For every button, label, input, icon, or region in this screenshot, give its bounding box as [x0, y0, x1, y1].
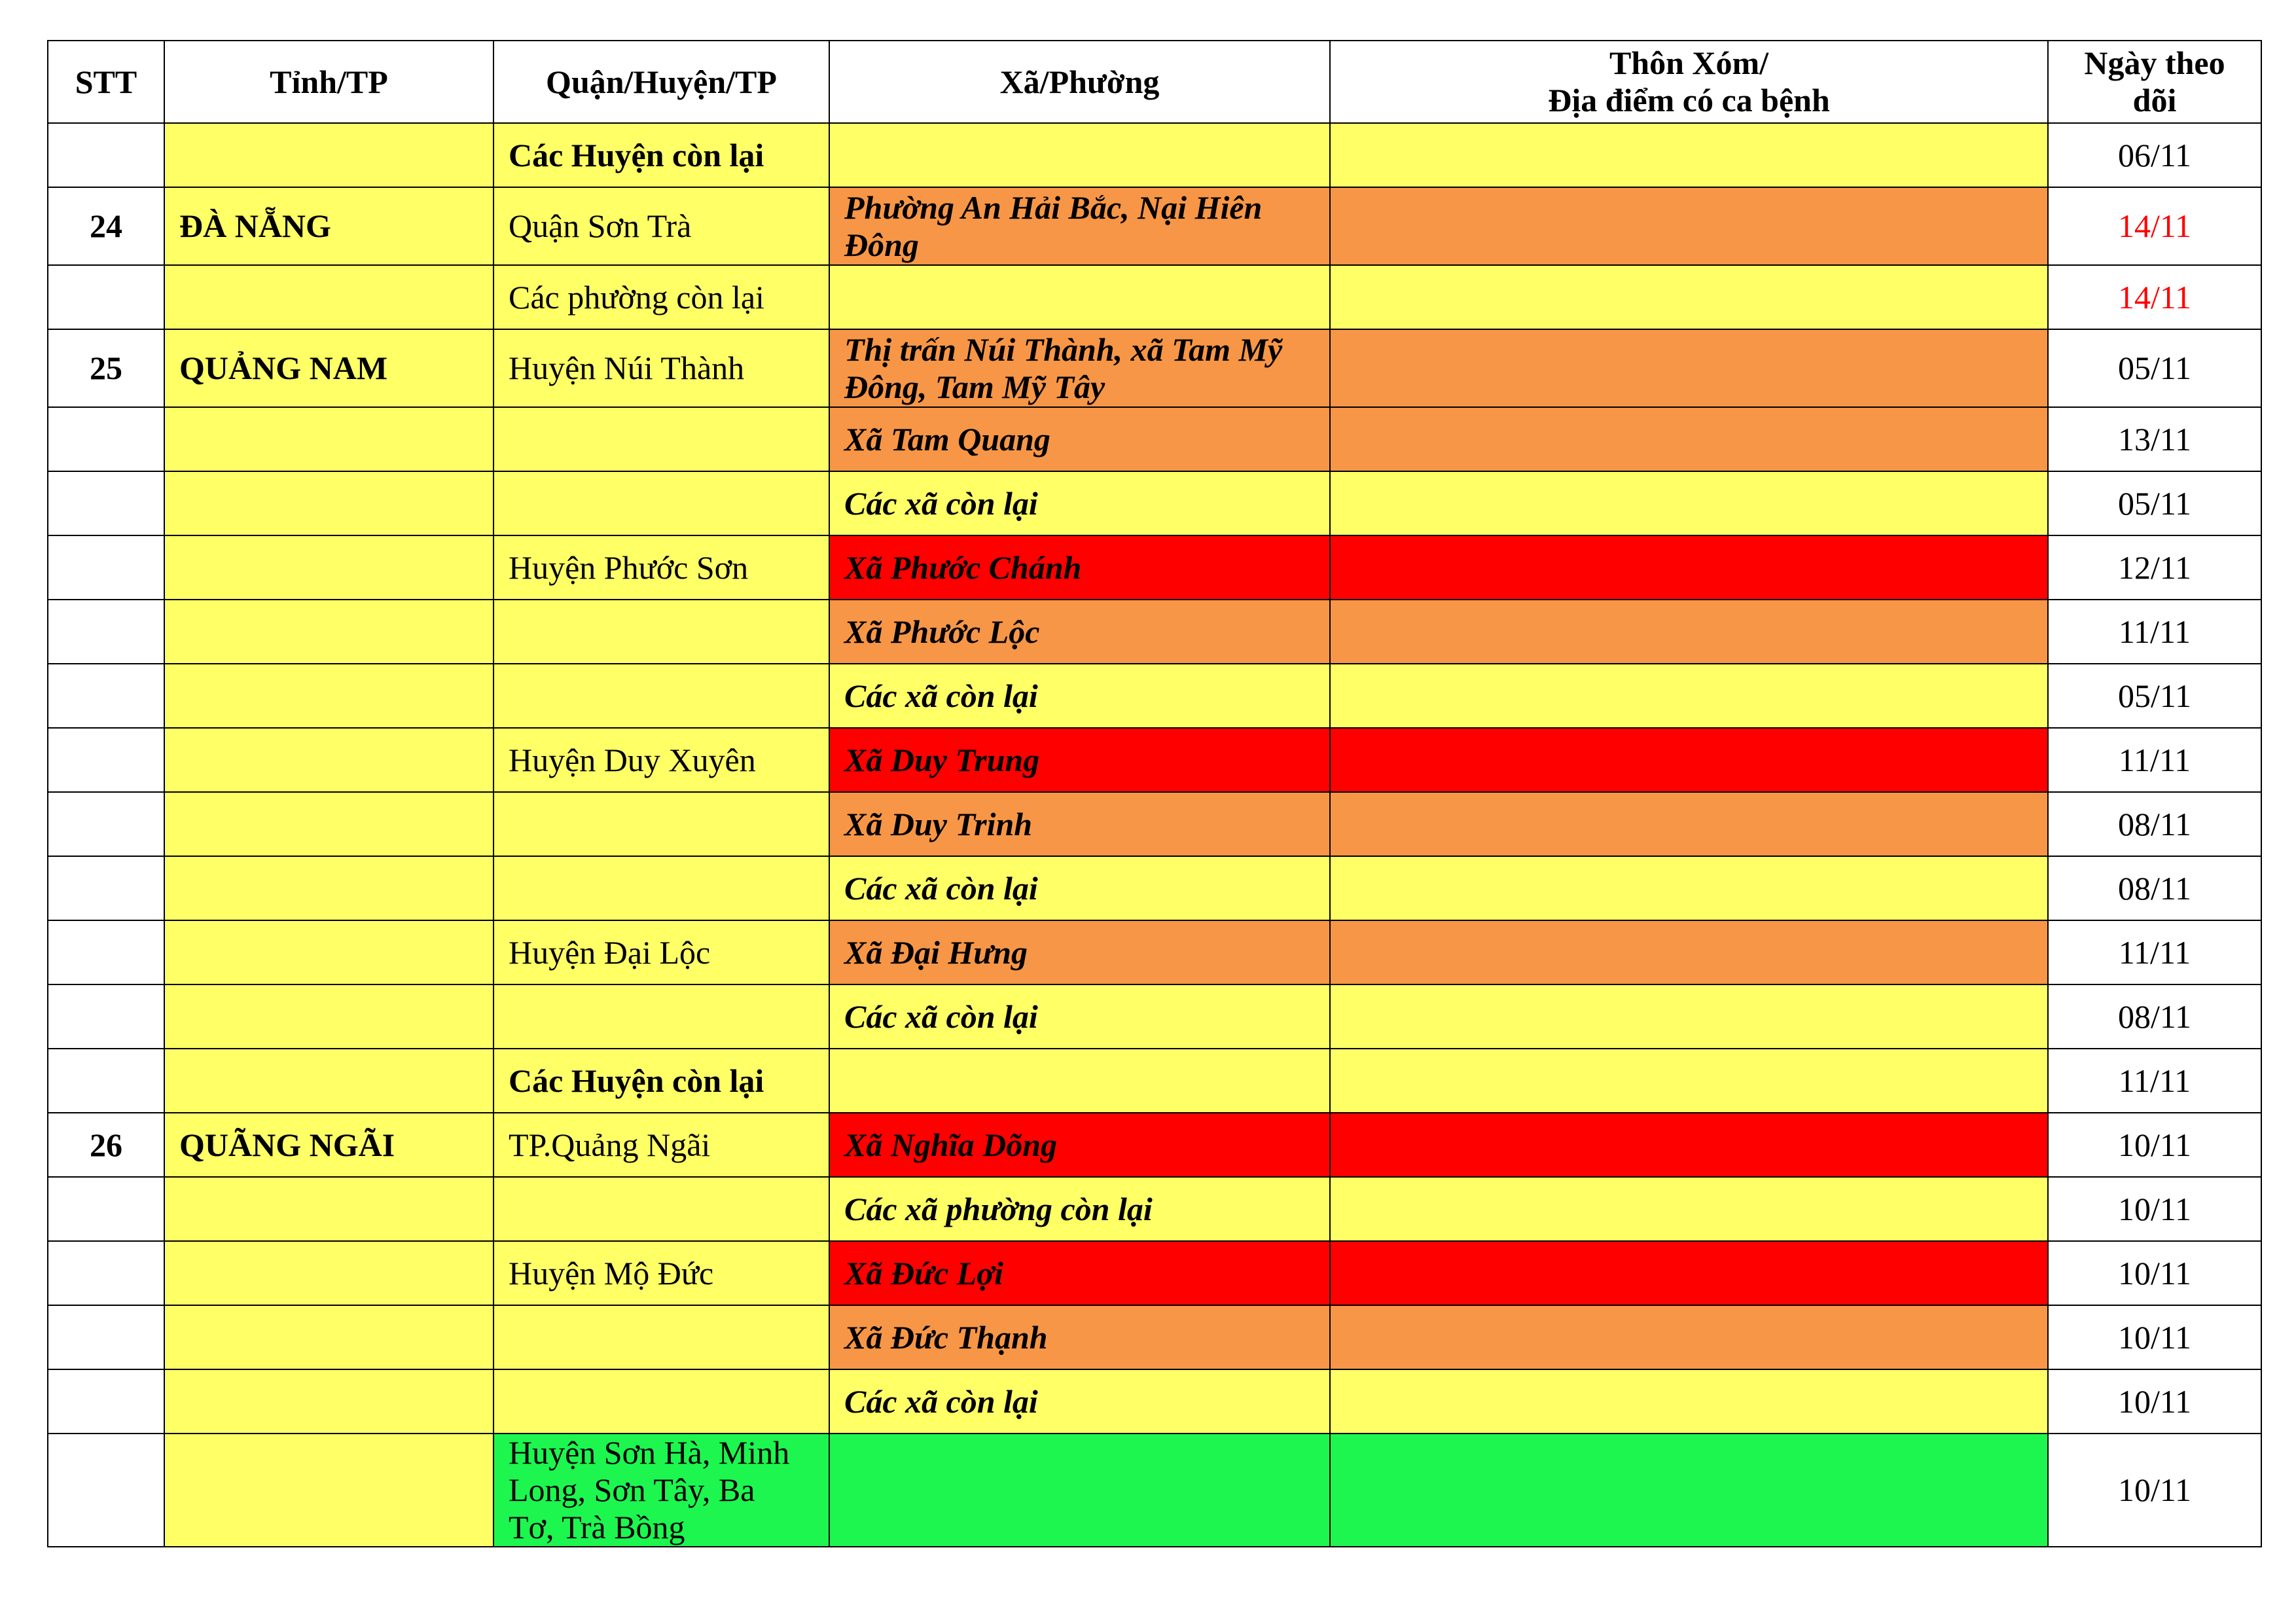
cell-stt: 26: [48, 1113, 164, 1177]
cell-district: [493, 1369, 829, 1434]
table-header-row: [48, 41, 2261, 123]
cell-province: [164, 471, 493, 535]
cell-hamlet: [1330, 600, 2048, 664]
cell-stt: [48, 471, 164, 535]
cell-hamlet: [1330, 920, 2048, 984]
table-row: [48, 984, 2261, 1049]
cell-date: 05/11: [2048, 664, 2261, 728]
table-row: [48, 664, 2261, 728]
table-row: [48, 728, 2261, 792]
cell-commune: Các xã còn lại: [829, 984, 1330, 1049]
table-row: [48, 187, 2261, 265]
header-district: Quận/Huyện/TP: [493, 41, 829, 123]
cell-stt: [48, 1049, 164, 1113]
cell-date: 12/11: [2048, 535, 2261, 600]
cell-stt: [48, 856, 164, 920]
cell-date: 05/11: [2048, 471, 2261, 535]
cell-commune: Xã Đức Lợi: [829, 1241, 1330, 1305]
header-hamlet-line1: Thôn Xóm/: [1609, 45, 1769, 81]
cell-date: 10/11: [2048, 1113, 2261, 1177]
cell-stt: [48, 535, 164, 600]
cell-province: ĐÀ NẴNG: [164, 187, 493, 265]
cell-date: 10/11: [2048, 1369, 2261, 1434]
cell-commune: Các xã còn lại: [829, 664, 1330, 728]
cell-date: 10/11: [2048, 1241, 2261, 1305]
cell-province: [164, 535, 493, 600]
cell-date: 10/11: [2048, 1305, 2261, 1369]
cell-hamlet: [1330, 187, 2048, 265]
cell-province: [164, 1049, 493, 1113]
cell-district: Các Huyện còn lại: [493, 1049, 829, 1113]
header-commune: Xã/Phường: [829, 41, 1330, 123]
cell-commune: Thị trấn Núi Thành, xã Tam Mỹ Đông, Tam Mỹ Tây: [829, 329, 1330, 407]
cell-date: 06/11: [2048, 123, 2261, 187]
cell-hamlet: [1330, 856, 2048, 920]
cell-commune: Xã Đại Hưng: [829, 920, 1330, 984]
cell-stt: [48, 664, 164, 728]
header-province: Tỉnh/TP: [164, 41, 493, 123]
cell-date: 13/11: [2048, 407, 2261, 471]
cell-province: [164, 600, 493, 664]
table-row: [48, 792, 2261, 856]
document-page: [47, 40, 2262, 1547]
cell-commune: Xã Tam Quang: [829, 407, 1330, 471]
cell-stt: 25: [48, 329, 164, 407]
cell-province: QUÃNG NGÃI: [164, 1113, 493, 1177]
cell-province: [164, 1305, 493, 1369]
cell-hamlet: [1330, 535, 2048, 600]
table-row: [48, 265, 2261, 329]
cell-district: Huyện Sơn Hà, Minh Long, Sơn Tây, Ba Tơ, Trà Bồng: [493, 1434, 829, 1547]
table-row: [48, 1177, 2261, 1241]
cell-hamlet: [1330, 329, 2048, 407]
cell-hamlet: [1330, 1177, 2048, 1241]
cell-district: [493, 664, 829, 728]
cell-commune: Xã Phước Lộc: [829, 600, 1330, 664]
table-header: [48, 41, 2261, 123]
cell-commune: [829, 123, 1330, 187]
cell-district: TP.Quảng Ngãi: [493, 1113, 829, 1177]
cell-hamlet: [1330, 1113, 2048, 1177]
cell-date: 10/11: [2048, 1434, 2261, 1547]
cell-district: [493, 1177, 829, 1241]
cell-commune: Xã Duy Trinh: [829, 792, 1330, 856]
cell-commune: Các xã còn lại: [829, 471, 1330, 535]
cell-hamlet: [1330, 407, 2048, 471]
cell-district: Huyện Phước Sơn: [493, 535, 829, 600]
cell-province: [164, 265, 493, 329]
cell-province: [164, 1369, 493, 1434]
cell-commune: Xã Nghĩa Dõng: [829, 1113, 1330, 1177]
table-row: [48, 856, 2261, 920]
cell-province: [164, 728, 493, 792]
cell-date: 08/11: [2048, 792, 2261, 856]
cell-stt: [48, 123, 164, 187]
cell-stt: [48, 1177, 164, 1241]
cell-district: [493, 792, 829, 856]
cell-date: 11/11: [2048, 920, 2261, 984]
header-hamlet: [1330, 41, 2048, 123]
cell-province: [164, 984, 493, 1049]
cell-district: Huyện Đại Lộc: [493, 920, 829, 984]
table-row: [48, 123, 2261, 187]
table-row: [48, 1113, 2261, 1177]
cell-commune: Xã Phước Chánh: [829, 535, 1330, 600]
cell-commune: Xã Đức Thạnh: [829, 1305, 1330, 1369]
cell-district: [493, 1305, 829, 1369]
cell-hamlet: [1330, 1049, 2048, 1113]
cell-province: [164, 1241, 493, 1305]
cell-date: 08/11: [2048, 984, 2261, 1049]
header-date: [2048, 41, 2261, 123]
cell-commune: Các xã còn lại: [829, 1369, 1330, 1434]
cell-province: [164, 123, 493, 187]
cell-stt: [48, 792, 164, 856]
table-row: [48, 1049, 2261, 1113]
cell-district: [493, 600, 829, 664]
cell-commune: [829, 1434, 1330, 1547]
cell-stt: [48, 920, 164, 984]
table-row: [48, 920, 2261, 984]
cell-district: [493, 856, 829, 920]
cell-hamlet: [1330, 471, 2048, 535]
cell-stt: [48, 1434, 164, 1547]
table-row: [48, 407, 2261, 471]
cell-commune: Các xã còn lại: [829, 856, 1330, 920]
cell-district: Các phường còn lại: [493, 265, 829, 329]
cell-hamlet: [1330, 664, 2048, 728]
cell-commune: [829, 1049, 1330, 1113]
table-row: [48, 535, 2261, 600]
cell-stt: [48, 600, 164, 664]
cell-commune: Các xã phường còn lại: [829, 1177, 1330, 1241]
cell-province: [164, 664, 493, 728]
cell-commune: [829, 265, 1330, 329]
cell-district: [493, 407, 829, 471]
cell-date: 14/11: [2048, 265, 2261, 329]
cell-province: [164, 856, 493, 920]
cell-district: [493, 471, 829, 535]
table-row: [48, 471, 2261, 535]
cell-date: 08/11: [2048, 856, 2261, 920]
cell-district: Huyện Núi Thành: [493, 329, 829, 407]
cell-stt: [48, 984, 164, 1049]
cell-province: [164, 920, 493, 984]
cell-stt: 24: [48, 187, 164, 265]
cell-date: 11/11: [2048, 1049, 2261, 1113]
table-row: [48, 1369, 2261, 1434]
cell-province: QUẢNG NAM: [164, 329, 493, 407]
table-row: [48, 1241, 2261, 1305]
cell-district: Huyện Duy Xuyên: [493, 728, 829, 792]
cell-district: [493, 984, 829, 1049]
cell-stt: [48, 1305, 164, 1369]
cell-hamlet: [1330, 1434, 2048, 1547]
cell-stt: [48, 1241, 164, 1305]
table-body: [48, 123, 2261, 1547]
cell-hamlet: [1330, 1305, 2048, 1369]
cell-stt: [48, 728, 164, 792]
cell-province: [164, 1434, 493, 1547]
cell-commune: Phường An Hải Bắc, Nại Hiên Đông: [829, 187, 1330, 265]
table-row: [48, 329, 2261, 407]
cell-district: Huyện Mộ Đức: [493, 1241, 829, 1305]
cell-district: Các Huyện còn lại: [493, 123, 829, 187]
cell-province: [164, 407, 493, 471]
table-row: [48, 1305, 2261, 1369]
cell-stt: [48, 265, 164, 329]
header-hamlet-line2: Địa điểm có ca bệnh: [1548, 82, 1830, 118]
cell-hamlet: [1330, 265, 2048, 329]
cell-date: 10/11: [2048, 1177, 2261, 1241]
covid-risk-table: [47, 40, 2262, 1547]
cell-hamlet: [1330, 123, 2048, 187]
cell-hamlet: [1330, 984, 2048, 1049]
cell-stt: [48, 1369, 164, 1434]
header-date-label: Ngày theo dõi: [2084, 45, 2225, 118]
cell-date: 11/11: [2048, 600, 2261, 664]
cell-stt: [48, 407, 164, 471]
cell-date: 11/11: [2048, 728, 2261, 792]
cell-hamlet: [1330, 792, 2048, 856]
table-row: [48, 600, 2261, 664]
table-row: [48, 1434, 2261, 1547]
cell-hamlet: [1330, 1369, 2048, 1434]
cell-hamlet: [1330, 728, 2048, 792]
cell-district: Quận Sơn Trà: [493, 187, 829, 265]
cell-date: 05/11: [2048, 329, 2261, 407]
cell-hamlet: [1330, 1241, 2048, 1305]
cell-province: [164, 1177, 493, 1241]
header-stt: STT: [48, 41, 164, 123]
cell-province: [164, 792, 493, 856]
cell-commune: Xã Duy Trung: [829, 728, 1330, 792]
cell-date: 14/11: [2048, 187, 2261, 265]
